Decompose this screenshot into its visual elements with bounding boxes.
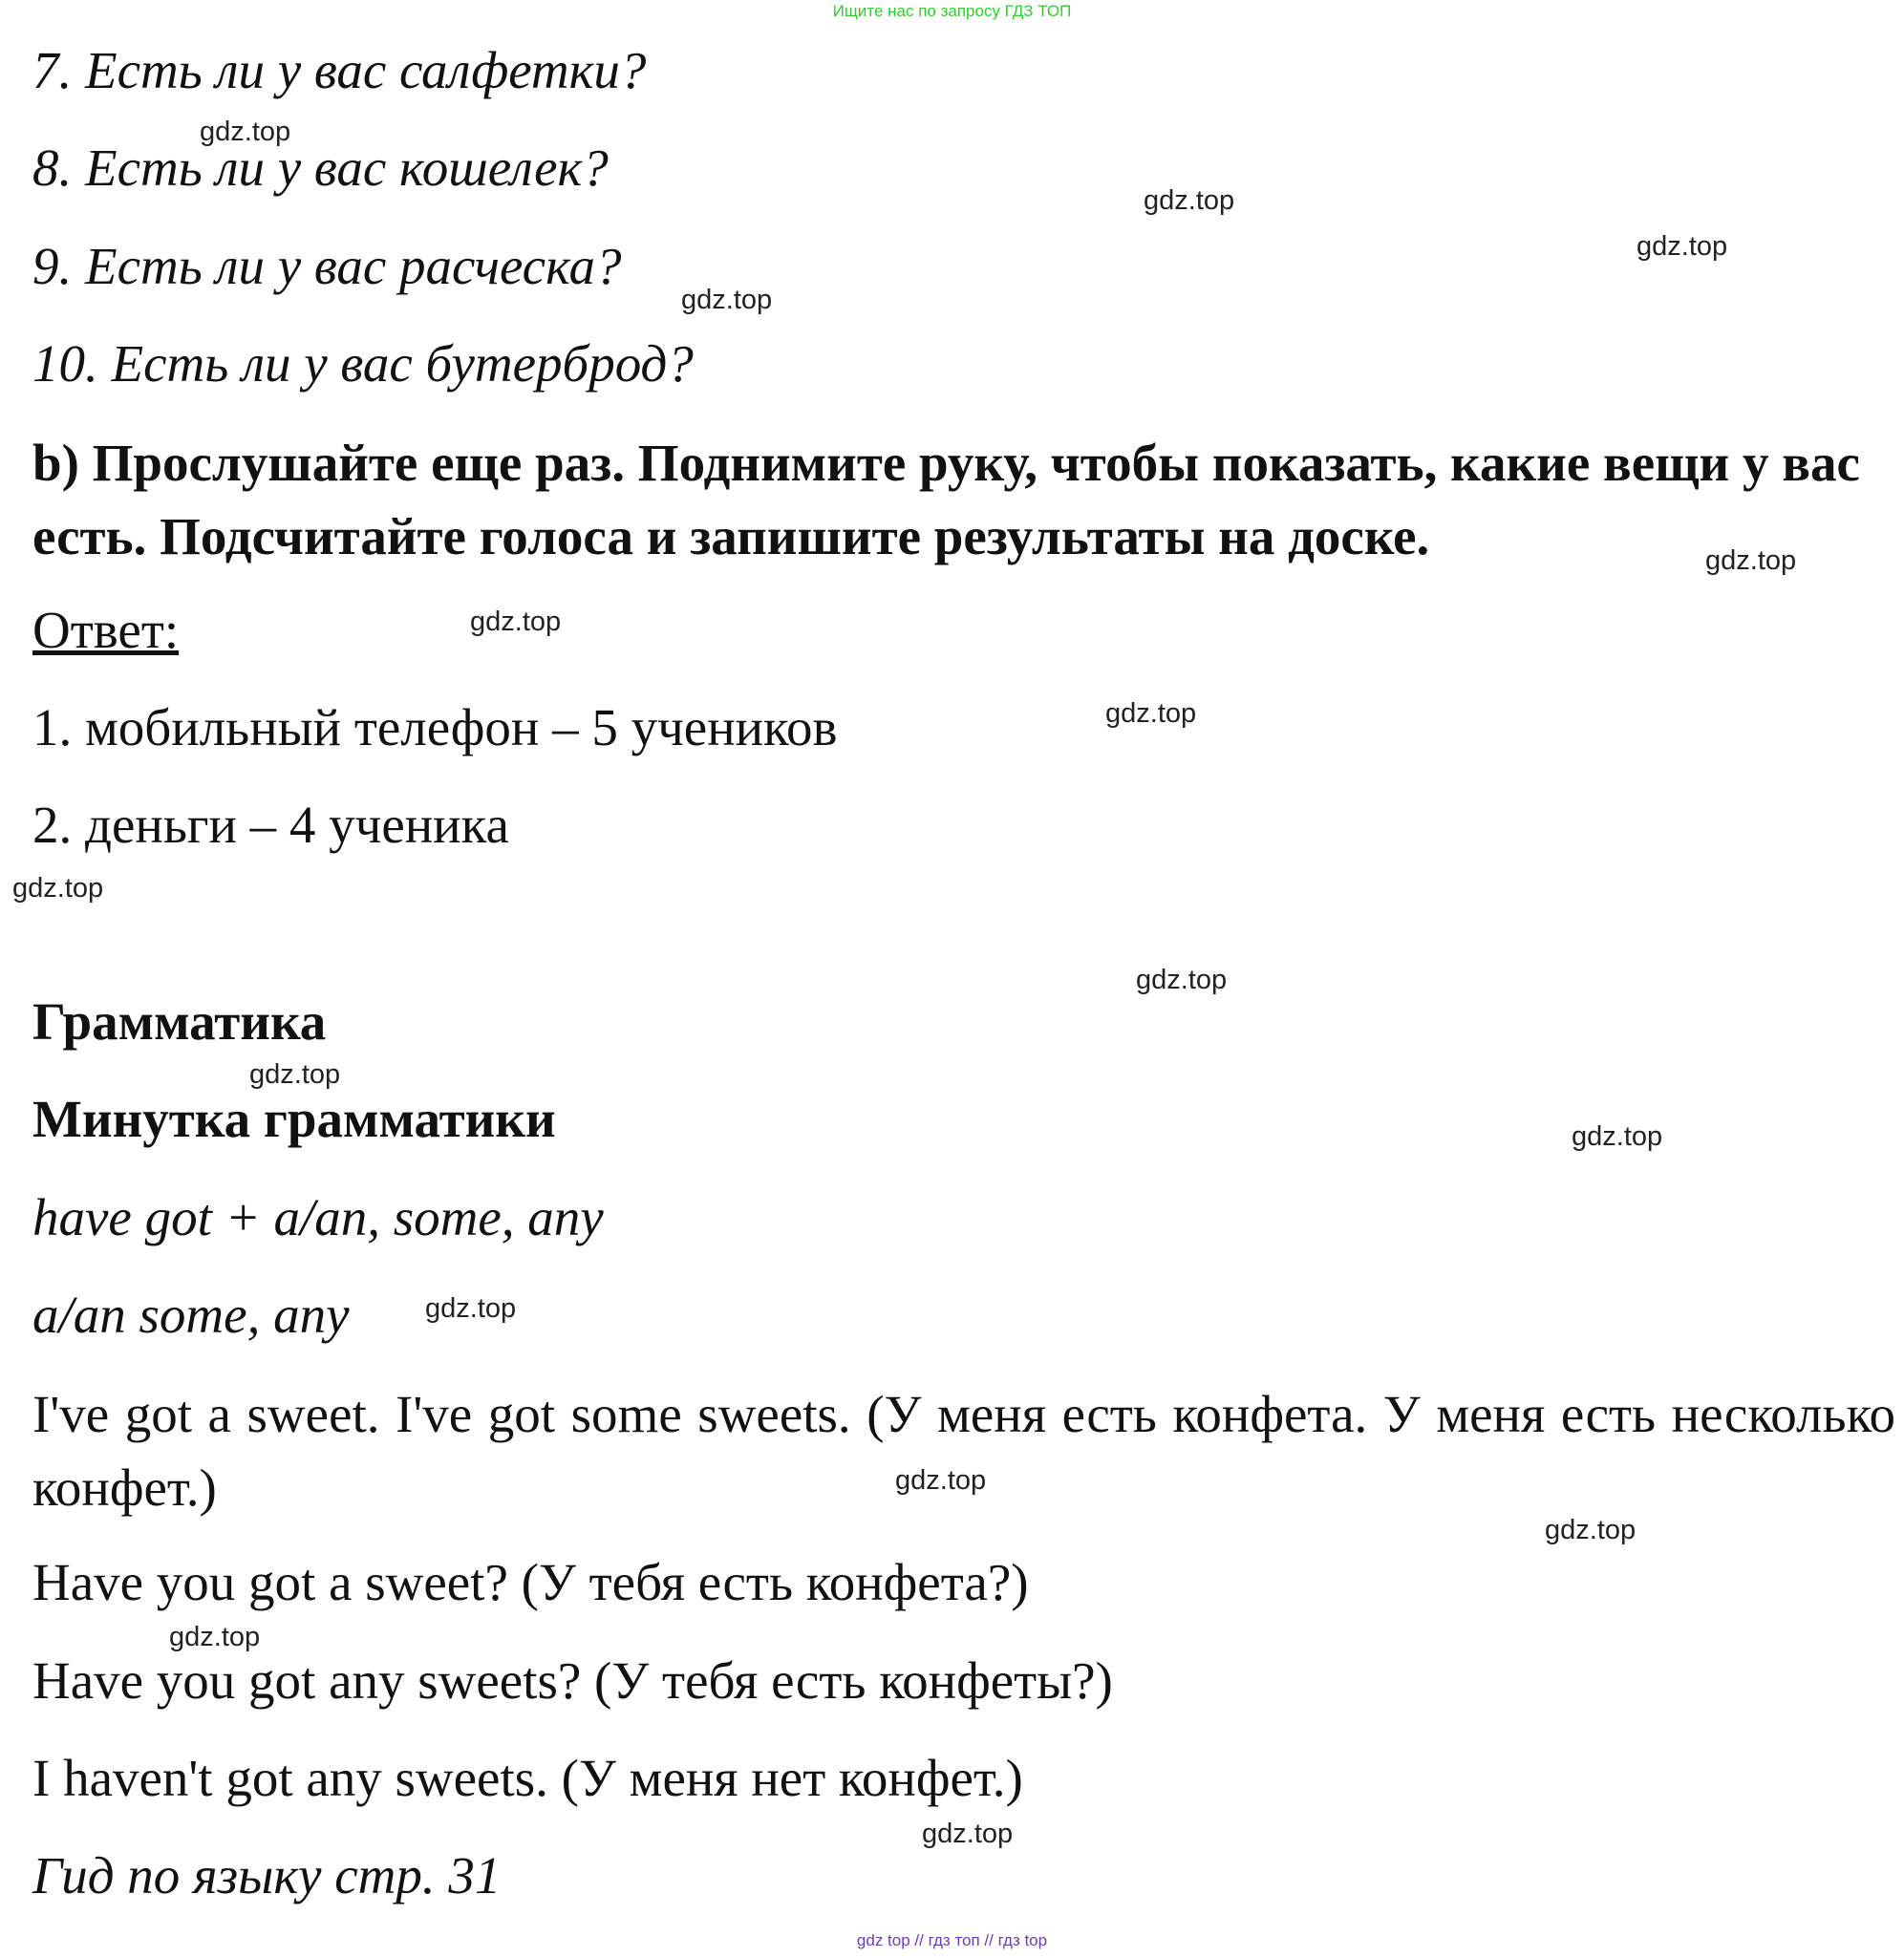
grammar-example-4: I haven't got any sweets. (У меня нет конфет.)	[32, 1749, 1023, 1807]
watermark: gdz.top	[200, 117, 291, 147]
watermark: gdz.top	[1545, 1515, 1637, 1545]
grammar-subheading: Минутка грамматики	[32, 1090, 556, 1148]
task-b-instruction: b) Прослушайте еще раз. Поднимите руку, чтобы показать, какие вещи у вас есть. Подсчитайте голоса и запишите результаты на доске.	[32, 434, 1860, 565]
watermark: gdz.top	[1105, 698, 1197, 729]
answer-1: 1. мобильный телефон – 5 учеников	[32, 698, 838, 756]
top-banner: Ищите нас по запросу ГДЗ ТОП	[832, 2, 1072, 20]
watermark: gdz.top	[922, 1819, 1014, 1849]
watermark: gdz.top	[1144, 185, 1235, 216]
grammar-rule-line-1: have got + a/an, some, any	[32, 1188, 604, 1246]
watermark: gdz.top	[1637, 231, 1728, 262]
watermark: gdz.top	[169, 1622, 261, 1652]
watermark: gdz.top	[470, 607, 562, 637]
watermark: gdz.top	[1572, 1121, 1663, 1152]
answer-label: Ответ:	[32, 601, 180, 659]
grammar-example-2: Have you got a sweet? (У тебя есть конфета?)	[32, 1553, 1029, 1611]
watermark: gdz.top	[12, 873, 104, 904]
watermark: gdz.top	[895, 1465, 987, 1496]
question-8: 8. Есть ли у вас кошелек?	[32, 138, 609, 197]
watermark: gdz.top	[1136, 965, 1228, 995]
grammar-example-3: Have you got any sweets? (У тебя есть конфеты?)	[32, 1651, 1113, 1710]
grammar-example-1: I've got a sweet. I've got some sweets. (У меня есть конфета. У меня есть несколько конфет.)	[32, 1385, 1895, 1517]
question-7: 7. Есть ли у вас салфетки?	[32, 41, 647, 99]
watermark: gdz.top	[681, 285, 773, 315]
watermark: gdz.top	[249, 1059, 341, 1090]
question-10: 10. Есть ли у вас бутерброд?	[32, 334, 694, 393]
footer-links: gdz top // гдз топ // гдз top	[856, 1931, 1048, 1949]
watermark: gdz.top	[1705, 545, 1797, 576]
grammar-heading: Грамматика	[32, 992, 327, 1051]
language-guide-reference: Гид по языку стр. 31	[32, 1846, 502, 1905]
watermark: gdz.top	[425, 1293, 517, 1324]
grammar-rule-line-2: a/an some, any	[32, 1286, 350, 1344]
answer-2: 2. деньги – 4 ученика	[32, 796, 509, 854]
question-9: 9. Есть ли у вас расческа?	[32, 237, 622, 295]
